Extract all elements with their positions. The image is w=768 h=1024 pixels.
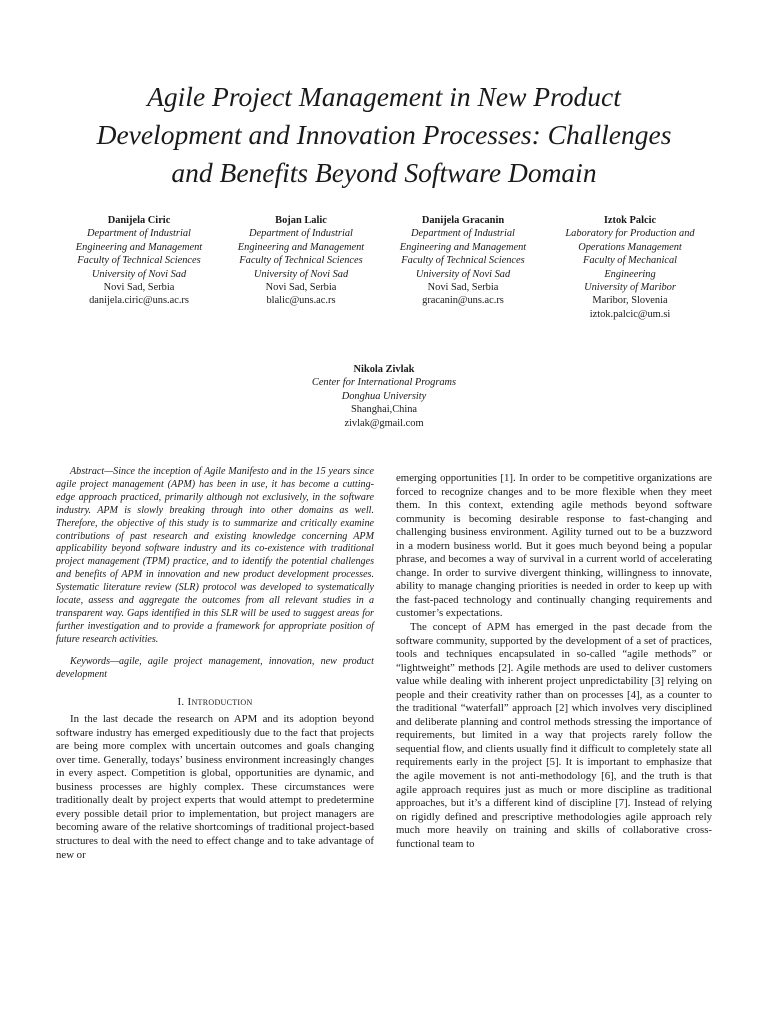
author-name: Danijela Ciric [107, 215, 171, 226]
author-affiliation: University of Maribor [584, 282, 676, 294]
keywords: Keywords—agile, agile project management, innovation, new product development [56, 655, 374, 680]
author-name: Iztok Palcic [603, 215, 657, 226]
author-affiliation: Department of Industrial [411, 228, 515, 240]
author-affiliation: Engineering and Management [237, 241, 365, 253]
author-name: Nikola Zivlak [353, 364, 415, 375]
title-line: Agile Project Management in New Product [147, 81, 621, 112]
author-affiliation: Engineering and Management [75, 241, 203, 253]
paper-title [60, 78, 708, 192]
author-location: Shanghai,China [350, 404, 418, 416]
title-line: and Benefits Beyond Software Domain [171, 157, 597, 188]
author-affiliation: Faculty of Technical Sciences [239, 255, 363, 267]
author-affiliation: Department of Industrial [249, 228, 353, 240]
author-block [552, 214, 708, 321]
author-email: zivlak@gmail.com [344, 417, 424, 429]
author-affiliation: Engineering [604, 268, 656, 280]
author-location: Novi Sad, Serbia [103, 282, 175, 294]
section-heading-introduction: I. Introduction [177, 695, 253, 708]
left-column [56, 466, 374, 862]
abstract-text: Abstract—Since the inception of Agile Manifesto and in the 15 years since agile project management (APM) has been in use, it has become a cutting-edge approach practiced, primarily although not exclusively, in the software industry. APM is slowly breaking through into other domains as well. Therefore, the objective of this study is to summarize and critically examine contributions of past research and existing knowledge concerning APM applicability beyond software industry and its co-existence with traditional project management (TPM) practice, and to identify the potential challenges and benefits of APM in innovation and new product development processes. Systematic literature review (SLR) protocol was developed to systematically locate, assess and aggregate the outcomes from all relevant studies in a transparent way. Gaps identified in this SLR will be used to suggest areas for further investigation and to provide a framework for appropriate position of future research activities. [56, 466, 374, 645]
author-affiliation: Laboratory for Production and [565, 228, 695, 240]
author-location: Novi Sad, Serbia [427, 282, 499, 294]
author-affiliation: Faculty of Technical Sciences [77, 255, 201, 267]
author-affiliation: University of Novi Sad [415, 268, 511, 280]
author-affiliation: Faculty of Mechanical [582, 255, 678, 267]
author-email: blalic@uns.ac.rs [266, 295, 336, 307]
author-block [228, 214, 374, 308]
abstract [56, 466, 374, 682]
author-affiliation: University of Novi Sad [91, 268, 187, 280]
author-affiliation: University of Novi Sad [253, 268, 349, 280]
author-name: Bojan Lalic [275, 215, 327, 226]
author-location: Maribor, Slovenia [592, 295, 668, 307]
body-paragraph: In the last decade the research on APM and its adoption beyond software industry has emerged expeditiously due to the fact that projects are being more complex with uncertain outcomes and goals changing over time. Generally, todays’ business environment increasingly changes in every aspect. Competition is global, opportunities are dynamic, and business processes are highly complex. These circumstances were traditionally dealt by project experts that would attempt to predetermine every possible detail prior to implementation, but project managers are becoming aware of the relative shortcomings of traditional project-based structures to deal with the need to effect change and to take advantage of new or [56, 713, 374, 861]
author-name: Danijela Gracanin [421, 215, 505, 226]
right-column [396, 472, 712, 851]
author-affiliation: Center for International Programs [311, 377, 457, 389]
body-paragraph: emerging opportunities [1]. In order to be competitive organizations are forced to recognize changes and to be more flexible when they meet them. In this context, extending agile methods beyond software community is becoming desirable response to fast-changing and challenging business environment. Agility turned out to be a buzzword in a modern business world. But it goes much beyond being a popular phrase, and becomes a way of survival in a current world of accelerating change. In order to survive divergent thinking, willingness to innovate, ability to manage changing priorities is needed in order to keep up with the fast-paced technology and continually changing requirements and customer’s expectations. [396, 472, 712, 620]
author-block [64, 214, 214, 308]
author-affiliation: Engineering and Management [399, 241, 527, 253]
author-location: Novi Sad, Serbia [265, 282, 337, 294]
author-block [390, 214, 536, 308]
author-block [284, 363, 484, 430]
body-paragraph: The concept of APM has emerged in the past decade from the software community, supported by the development of a set of practices, tools and techniques encapsulated in so-called “agile methods” or “lightweight” methods [2]. Agile methods are used to deliver customers value while dealing with inherent project unpredictability [3] relying on people and their creativity rather than on processes [4], as a counter to the traditional “waterfall” approach [2] which involves very disciplined and deliberate planning and control methods stressing the importance of requirements, but limited in a way that projects rarely follow the sequential flow, and clients usually find it difficult to completely state all requirements early in the project [5]. It is important to emphasize that the agile movement is not anti-methodology [6], and the truth is that agile approach requires just as much or more discipline as traditional approaches, but it’s a different kind of discipline [7]. Instead of relying on rigidly defined and prescriptive methodologies agile approach rely much more heavily on training and skills of collaborative cross-functional team to [396, 621, 712, 850]
title-line: Development and Innovation Processes: Challenges [96, 119, 672, 150]
author-affiliation: Donghua University [341, 390, 427, 402]
author-affiliation: Faculty of Technical Sciences [401, 255, 525, 267]
author-email: iztok.palcic@um.si [589, 308, 671, 320]
author-email: gracanin@uns.ac.rs [422, 295, 504, 307]
author-affiliation: Department of Industrial [87, 228, 191, 240]
author-affiliation: Operations Management [578, 241, 682, 253]
author-email: danijela.ciric@uns.ac.rs [89, 295, 189, 307]
